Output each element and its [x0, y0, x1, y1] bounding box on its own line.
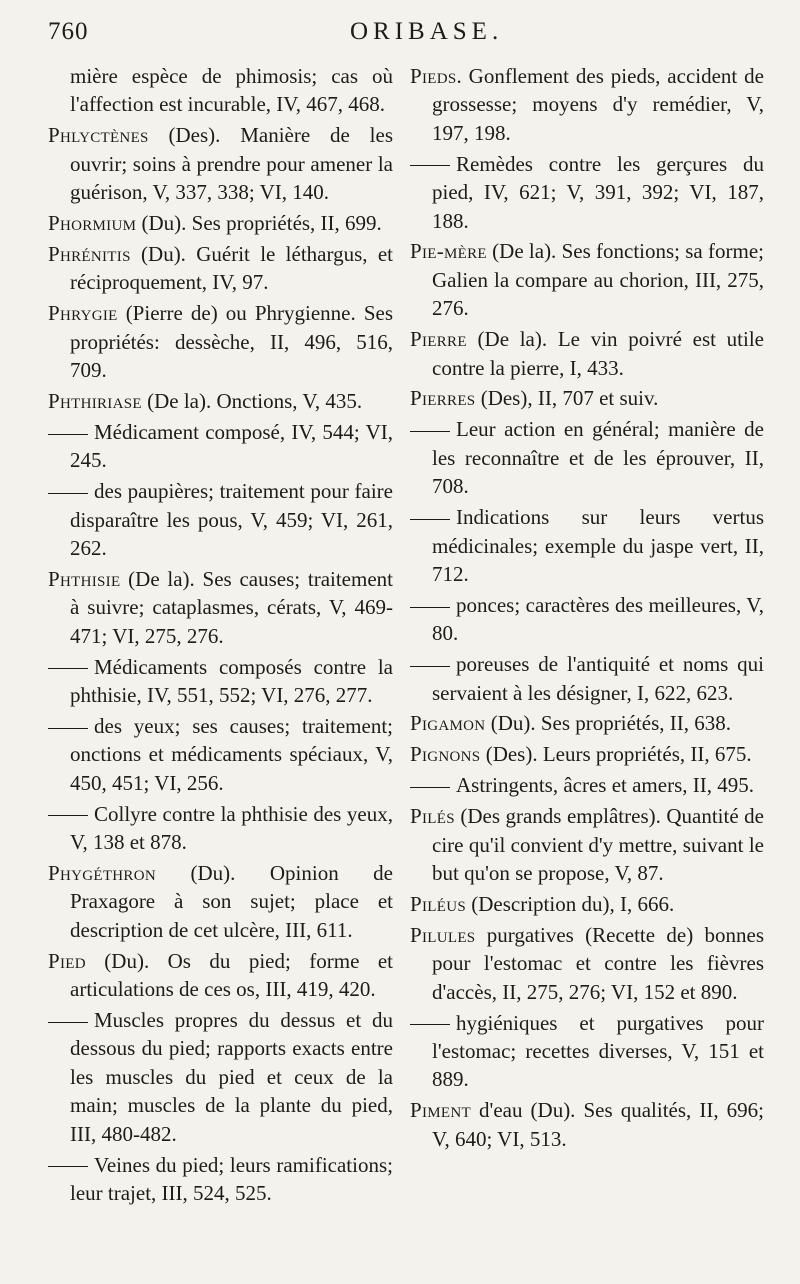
- entry-headword: Phthisie: [48, 566, 121, 591]
- repeat-dash: [410, 431, 450, 432]
- entry-text: Médicament composé, IV, 544; VI, 245.: [70, 419, 393, 473]
- entry-text: (De la). Ses causes; traitement à suivre; cataplasmes, cérats, V, 469-471; VI, 275, 276.: [70, 566, 393, 648]
- index-entry: [410, 1009, 764, 1094]
- index-entry: [48, 947, 393, 1004]
- entry-headword: Pilés: [410, 804, 455, 829]
- entry-text: hygiéniques et purgatives pour l'estomac; recettes diverses, V, 151 et 889.: [432, 1010, 764, 1092]
- entry-text: (Du). Os du pied; forme et articulations de ces os, III, 419, 420.: [70, 948, 393, 1002]
- repeat-dash: [48, 1022, 88, 1023]
- index-entry: [48, 712, 393, 797]
- index-entry: [48, 859, 393, 944]
- page-header: [48, 18, 770, 52]
- repeat-dash: [48, 493, 88, 494]
- entry-text: (De la). Le vin poivré est utile contre la pierre, I, 433.: [432, 327, 764, 380]
- index-entry: [48, 240, 393, 297]
- entry-text: (Pierre de) ou Phrygienne. Ses propriétés: dessèche, II, 496, 516, 709.: [70, 301, 393, 383]
- index-entry: [410, 503, 764, 588]
- index-entry: [410, 1096, 764, 1153]
- entry-text: Veines du pied; leurs ramifications; leur trajet, III, 524, 525.: [70, 1152, 393, 1205]
- entry-text: ponces; caractères des meilleures, V, 80.: [432, 592, 764, 646]
- index-entry: [48, 477, 393, 562]
- entry-headword: Pie-mère: [410, 239, 487, 264]
- entry-text: . Gonflement des pieds, accident de grossesse; moyens d'y remédier, V, 197, 198.: [432, 64, 764, 145]
- index-entry: [48, 418, 393, 475]
- entry-headword: Pilules: [410, 922, 476, 947]
- index-entry: [48, 1006, 393, 1148]
- index-entry: [410, 650, 764, 707]
- repeat-dash: [410, 607, 450, 608]
- entry-headword: Pied: [48, 948, 86, 973]
- index-entry: [410, 591, 764, 648]
- index-entry: [410, 150, 764, 235]
- page-number: 760: [48, 18, 89, 45]
- entry-text: (De la). Onctions, V, 435.: [141, 388, 363, 413]
- entry-text: Collyre contre la phthisie des yeux, V, 138 et 878.: [70, 801, 393, 855]
- index-entry: [410, 415, 764, 500]
- index-entry: [410, 921, 764, 1006]
- entry-headword: Phrénitis: [48, 241, 131, 266]
- entry-text: (Des). Manière de les ouvrir; soins à prendre pour amener la guérison, V, 337, 338; VI, 140.: [70, 123, 393, 205]
- index-entry: [410, 325, 764, 382]
- entry-text: (Des). Leurs propriétés, II, 675.: [480, 742, 752, 767]
- index-entry: [48, 121, 393, 206]
- running-title: ORIBASE.: [350, 18, 504, 45]
- entry-headword: Phygéthron: [48, 860, 157, 885]
- entry-headword: Piment: [410, 1098, 471, 1123]
- repeat-dash: [410, 165, 450, 166]
- index-entry: [410, 62, 764, 147]
- entry-text: poreuses de l'antiquité et noms qui servaient à les désigner, I, 622, 623.: [432, 652, 764, 705]
- entry-text: mière espèce de phimosis; cas où l'affection est incurable, IV, 467, 468.: [70, 64, 393, 117]
- index-column-left: [48, 62, 393, 1210]
- entry-headword: Pierre: [410, 327, 467, 352]
- index-entry: [410, 802, 764, 887]
- entry-text: (De la). Ses fonctions; sa forme; Galien la compare au chorion, III, 275, 276.: [432, 239, 764, 321]
- index-entry: [410, 709, 764, 737]
- entry-text: Remèdes contre les gerçures du pied, IV, 621; V, 391, 392; VI, 187, 188.: [432, 151, 764, 233]
- repeat-dash: [410, 1024, 450, 1025]
- index-entry: [48, 565, 393, 650]
- repeat-dash: [410, 666, 450, 667]
- entry-text: des paupières; traitement pour faire disparaître les pous, V, 459; VI, 261, 262.: [70, 479, 393, 560]
- index-entry: [48, 62, 393, 119]
- entry-headword: Pierres: [410, 386, 476, 411]
- entry-text: (Du). Ses propriétés, II, 638.: [485, 711, 731, 736]
- entry-headword: Phrygie: [48, 301, 118, 326]
- index-entry: [410, 237, 764, 322]
- entry-text: (Description du), I, 666.: [465, 891, 675, 916]
- entry-text: Médicaments composés contre la phthisie, IV, 551, 552; VI, 276, 277.: [70, 654, 393, 708]
- index-column-right: [410, 62, 764, 1156]
- entry-headword: Pieds: [410, 64, 457, 88]
- index-entry: [48, 800, 393, 857]
- index-entry: [410, 740, 764, 768]
- entry-headword: Pignons: [410, 742, 481, 767]
- index-entry: [410, 771, 764, 799]
- entry-text: (Des), II, 707 et suiv.: [475, 386, 659, 411]
- entry-text: des yeux; ses causes; traitement; onctions et médicaments spéciaux, V, 450, 451; VI, 256.: [70, 713, 393, 795]
- index-entry: [48, 387, 393, 415]
- repeat-dash: [48, 728, 88, 729]
- index-entry: [48, 299, 393, 384]
- repeat-dash: [48, 434, 88, 435]
- entry-headword: Phthiriase: [48, 388, 142, 413]
- entry-text: (Des grands emplâtres). Quantité de cire qu'il convient d'y mettre, suivant le but qu'on se propose, V, 87.: [432, 804, 764, 885]
- index-entry: [48, 653, 393, 710]
- entry-text: Astringents, âcres et amers, II, 495.: [456, 773, 754, 798]
- repeat-dash: [410, 787, 450, 788]
- entry-text: (Du). Ses propriétés, II, 699.: [136, 211, 382, 236]
- entry-text: d'eau (Du). Ses qualités, II, 696; V, 640; VI, 513.: [432, 1098, 764, 1151]
- entry-headword: Piléus: [410, 891, 466, 916]
- entry-text: Indications sur leurs vertus médicinales; exemple du jaspe vert, II, 712.: [432, 505, 764, 586]
- index-entry: [48, 209, 393, 237]
- entry-text: Leur action en général; manière de les reconnaître et de les éprouver, II, 708.: [432, 417, 764, 499]
- entry-headword: Pigamon: [410, 711, 486, 736]
- repeat-dash: [410, 519, 450, 520]
- entry-text: Muscles propres du dessus et du dessous du pied; rapports exacts entre les muscles du pied et ceux de la main; muscles de la plante du pied, III, 480-482.: [70, 1008, 393, 1146]
- index-entry: [48, 1151, 393, 1208]
- entry-text: purgatives (Recette de) bonnes pour l'estomac et contre les fièvres d'accès, II, 275, 276; VI, 152 et 890.: [432, 922, 764, 1004]
- entry-text: (Du). Guérit le léthargus, et réciproquement, IV, 97.: [70, 241, 393, 295]
- repeat-dash: [48, 815, 88, 816]
- index-entry: [410, 890, 764, 918]
- repeat-dash: [48, 1166, 88, 1167]
- entry-headword: Phormium: [48, 211, 137, 236]
- repeat-dash: [48, 668, 88, 669]
- entry-text: (Du). Opinion de Praxagore à son sujet; place et description de cet ulcère, III, 611.: [70, 860, 393, 942]
- index-entry: [410, 384, 764, 412]
- entry-headword: Phlyctènes: [48, 123, 149, 148]
